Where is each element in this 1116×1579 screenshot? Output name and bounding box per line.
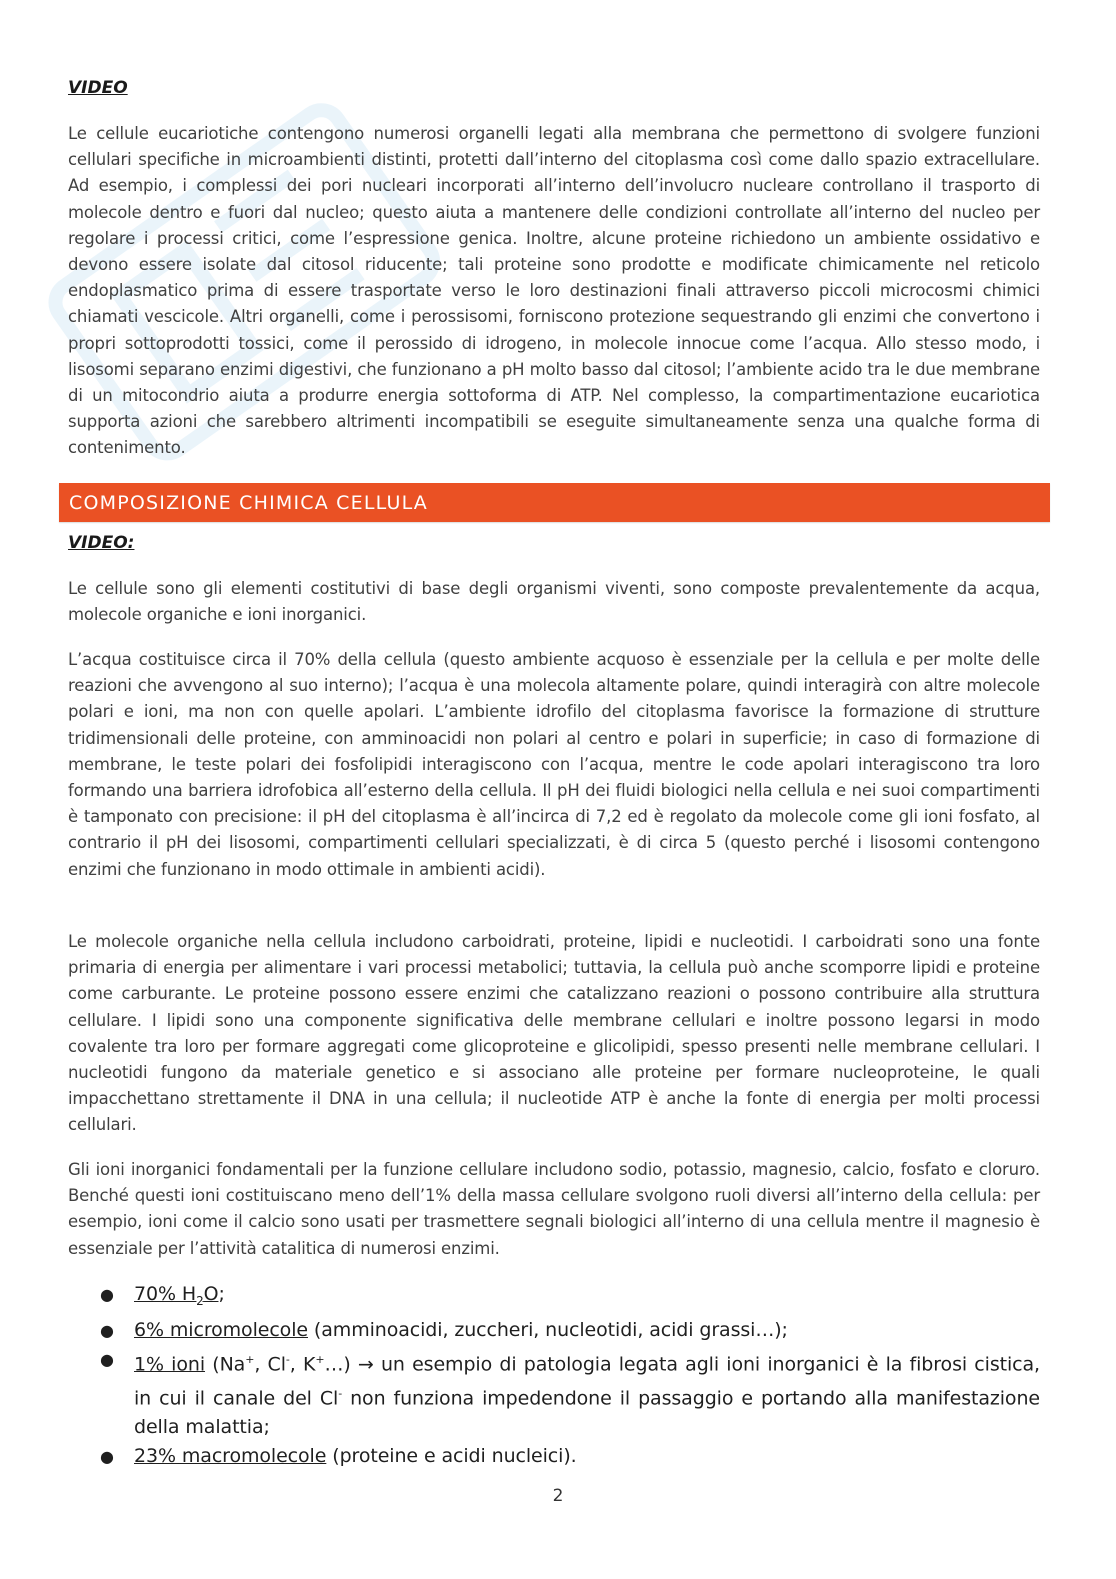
- video-label: VIDEO: [68, 78, 128, 98]
- section-heading-banner: [59, 483, 1050, 522]
- list-item: ● 70% $H_2O$;: [68, 1280, 1040, 1316]
- bullet-icon: ●: [100, 1349, 114, 1369]
- bullet-icon: ●: [100, 1447, 114, 1467]
- paragraph-intro: Le cellule sono gli elementi costitutivi di base degli organismi viventi, sono composte prevalentemente da acqua, molecole organiche e ioni inorganici.: [68, 579, 1040, 625]
- paragraph-organelli: Le cellule eucariotiche contengono numerosi organelli legati alla membrana che permettono di svolgere funzioni cellulari specifiche in microambienti distinti, protetti dall’interno del citoplasma così come dallo spazio extracellulare. Ad esempio, i complessi dei pori nucleari incorporati all’interno dell’involucro nucleare controllano il trasporto di molecole dentro e fuori dal nucleo; questo aiuta a mantenere delle condizioni controllate all’interno del nucleo per regolare i processi critici, come l’espressione genica. Inoltre, alcune proteine richiedono un ambiente ossidativo e devono essere isolate dal citosol riducente; tali proteine sono prodotte e modificate chimicamente nel reticolo endoplasmatico prima di essere trasportate verso le loro destinazioni finali attraverso piccoli microcosmi chimici chiamati vescicole. Altri organelli, come i perossisomi, forniscono protezione sequestrando gli enzimi che convertono i propri sottoprodotti tossici, come il perossido di idrogeno, in molecole innocue come l’acqua. Allo stesso modo, i lisosomi separano enzimi digestivi, che funzionano a pH molto basso dal citosol; l’ambiente acido tra le due membrane di un mitocondrio aiuta a produrre energia sottoforma di ATP. Nel complesso, la compartimentazione eucariotica supporta azioni che sarebbero altrimenti incompatibili se eseguite simultaneamente senza una qualche forma di contenimento.: [68, 124, 1040, 458]
- bullet-icon: ●: [100, 1320, 114, 1340]
- page-number: 2: [552, 1486, 564, 1506]
- paragraph-ioni: Gli ioni inorganici fondamentali per la funzione cellulare includono sodio, potassio, magnesio, calcio, fosfato e cloruro. Benché questi ioni costituiscano meno dell’1% della massa cellulare svolgono ruoli diversi all’interno della cellula: per esempio, ioni come il calcio sono usati per trasmettere segnali biologici all’interno di una cellula mentre il magnesio è essenziale per l’attività catalitica di numerosi enzimi.: [68, 1160, 1040, 1258]
- list-item: ● 6% micromolecole (amminoacidi, zuccheri, nucleotidi, acidi grassi…);: [68, 1316, 1040, 1345]
- list-item-term: 1% ioni: [134, 1353, 206, 1376]
- section-heading: COMPOSIZIONE CHIMICA CELLULA: [69, 491, 429, 514]
- list-item-term: 23% macromolecole: [134, 1445, 327, 1468]
- paragraph-molecole-organiche: Le molecole organiche nella cellula includono carboidrati, proteine, lipidi e nucleotidi. I carboidrati sono una fonte primaria di energia per alimentare i vari processi metabolici; tuttavia, la cellula può anche scomporre lipidi e proteine come carburante. Le proteine possono essere enzimi che catalizzano reazioni o possono contribuire alla struttura cellulare. I lipidi sono una componente significativa delle membrane cellulari e inoltre possono legarsi in modo covalente tra loro per formare aggregati come glicoproteine e glicolipidi, spesso presenti nelle membrane cellulari. I nucleotidi fungono da materiale genetico e si associano alle proteine per formare nucleoproteine, le quali impacchettano strettamente il DNA in una cellula; il nucleotide ATP è anche la fonte di energia per molti processi cellulari.: [68, 932, 1040, 1135]
- list-item: ● 23% macromolecole (proteine e acidi nucleici).: [68, 1442, 1040, 1471]
- list-item-term: 70% $H_2O$: [134, 1283, 219, 1308]
- list-item-term: 6% micromolecole: [134, 1318, 308, 1341]
- bullet-icon: ●: [100, 1285, 114, 1304]
- video-label: VIDEO:: [68, 533, 135, 553]
- paragraph-acqua: L’acqua costituisce circa il 70% della cellula (questo ambiente acquoso è essenziale per la cellula e per molte delle reazioni che avvengono al suo interno); l’acqua è una molecola altamente polare, quindi interagirà con altre molecole polari e ioni, ma non con quelle apolari. L’ambiente idrofilo del citoplasma favorisce la formazione di strutture tridimensionali delle proteine, con amminoacidi non polari al centro e polari in superficie; in caso di formazione di membrane, le teste polari dei fosfolipidi interagiscono con l’acqua, mentre le code apolari interagiscono tra loro formando una barriera idrofobica all’esterno della cellula. Il pH dei fluidi biologici nella cellula e nei suoi compartimenti è tamponato con precisione: il pH del citoplasma è all’incirca di 7,2 ed è regolato da molecole come gli ioni fosfato, al contrario il pH dei lisosomi, compartimenti cellulari specializzati, è di circa 5 (questo perché i lisosomi contengono enzimi che funzionano in modo ottimale in ambienti acidi).: [68, 650, 1040, 879]
- list-item: ● 1% ioni (Na+, Cl-, K+…) → un esempio di patologia legata agli ioni inorganici è la fibrosi cistica, in cui il canale del Cl- non funziona impedendone il passaggio e portando alla manifestazione della malattia;: [68, 1345, 1040, 1443]
- composition-list: [68, 1280, 1040, 1471]
